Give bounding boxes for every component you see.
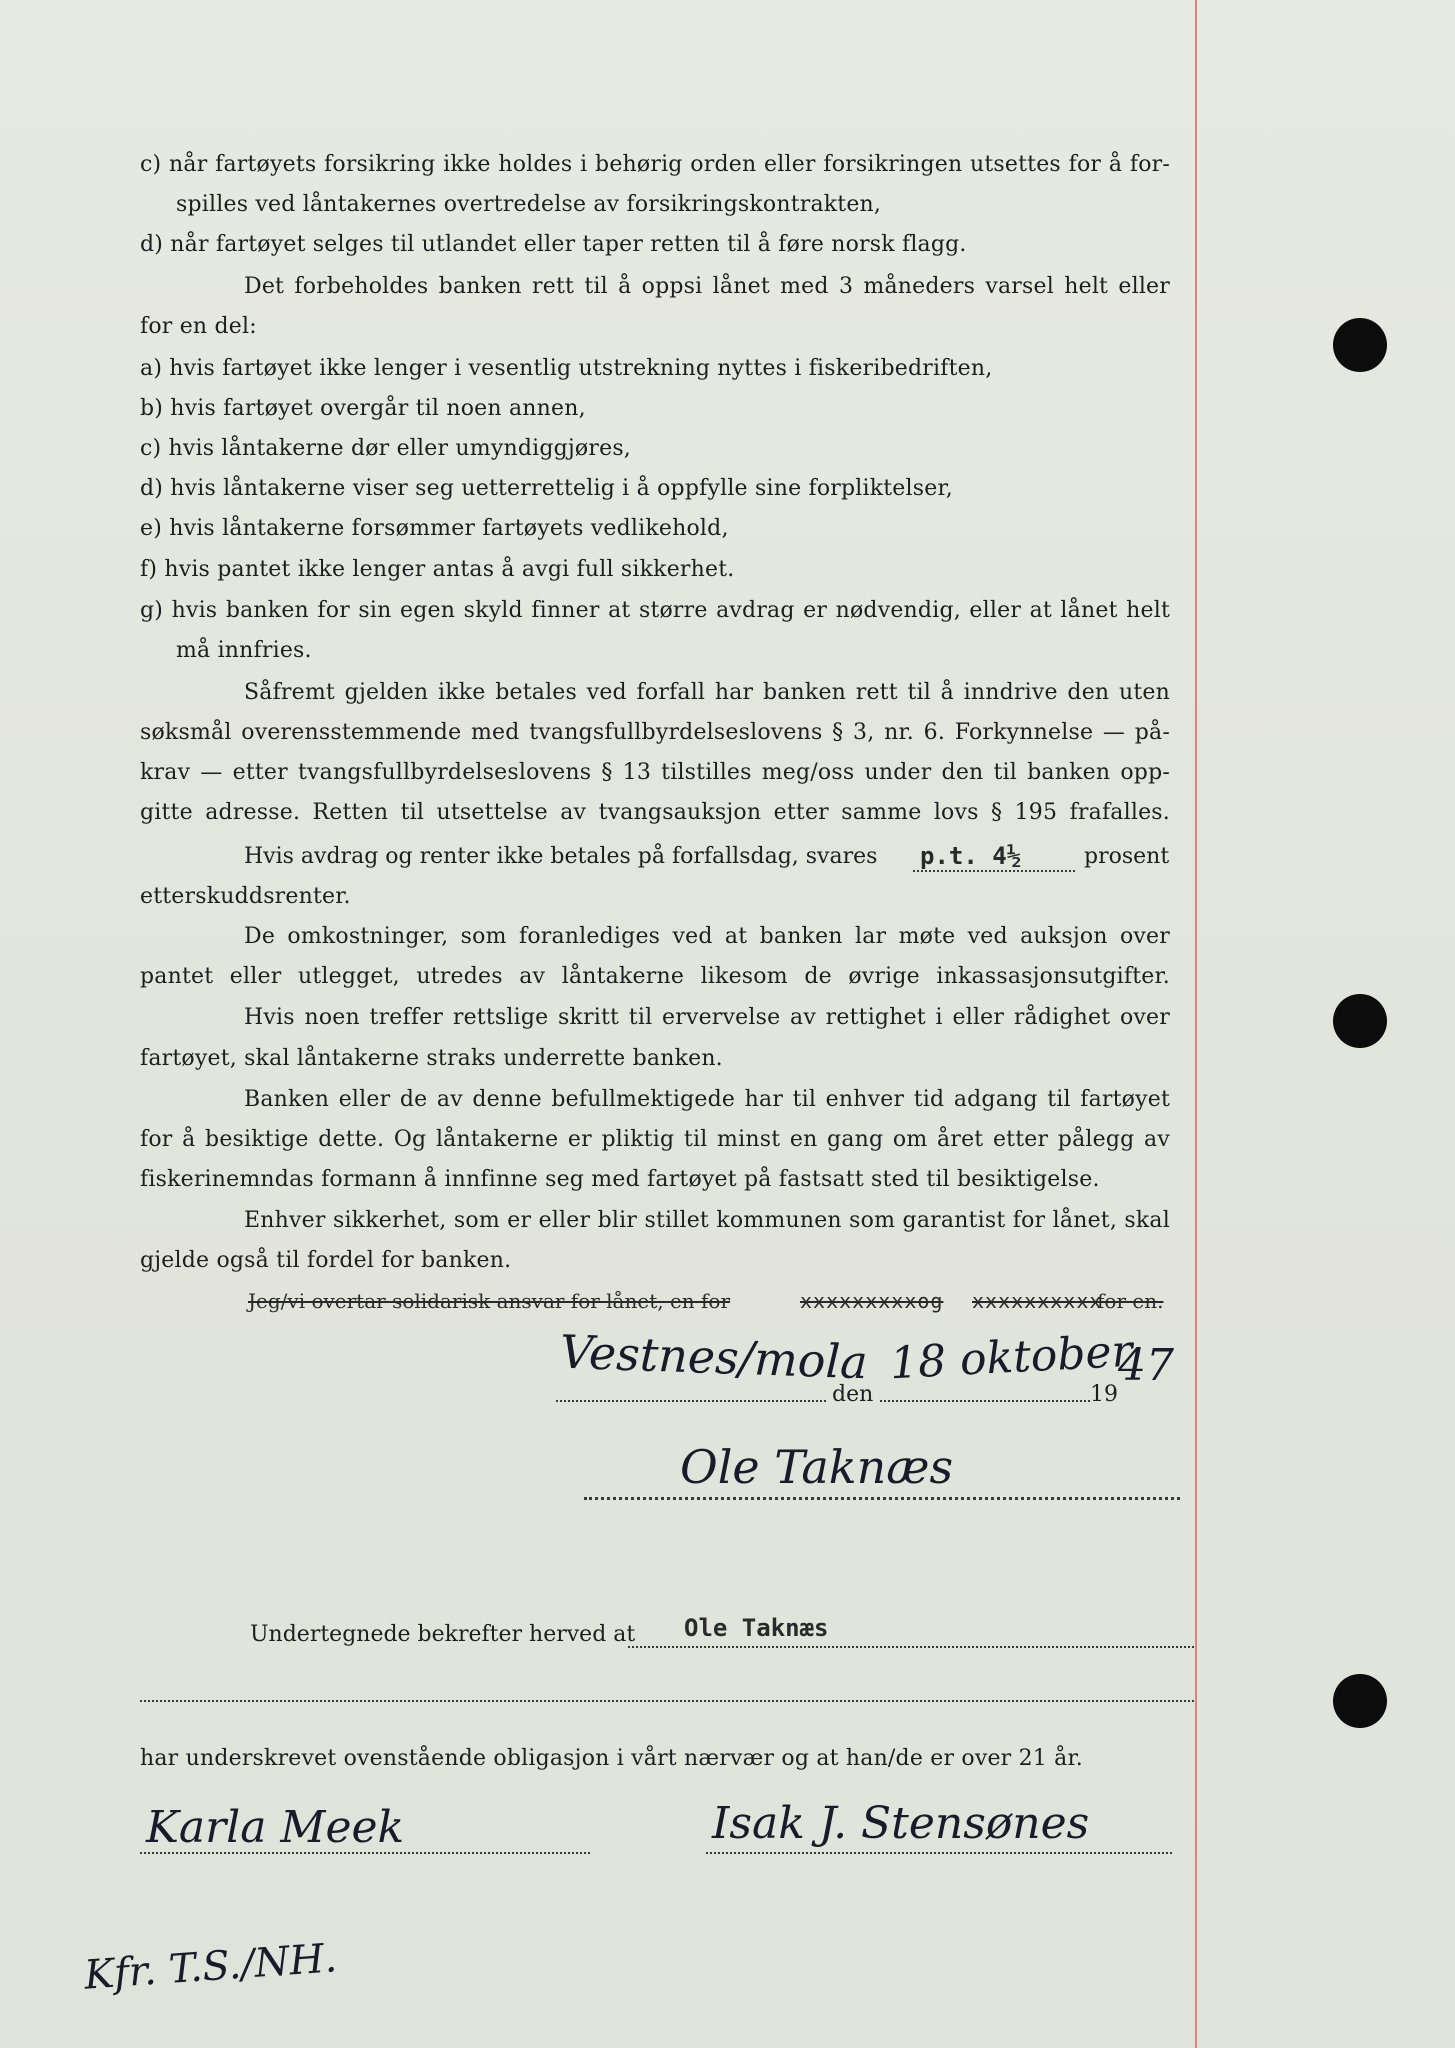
list-item: g) hvis banken for sin egen skyld finner at større avdrag er nødvendig, eller at lånet helt — [140, 598, 1170, 623]
handwritten-date: 18 oktober — [888, 1325, 1134, 1390]
margin-note: Kfr. T.S./NH. — [82, 1935, 339, 1999]
signature-line — [584, 1497, 1180, 1500]
witness-signature-2: Isak J. Stensønes — [712, 1798, 1090, 1849]
text-line: De omkostninger, som foranlediges ved at banken lar møte ved auksjon over — [244, 924, 1170, 949]
text-line: Enhver sikkerhet, som er eller blir stillet kommunen som garantist for lånet, skal — [244, 1208, 1170, 1233]
text-line: Hvis noen treffer rettslige skritt til ervervelse av rettighet i eller rådighet over — [244, 1005, 1170, 1030]
borrower-signature: Ole Taknæs — [680, 1440, 954, 1494]
text-line: spilles ved låntakernes overtredelse av forsikringskontrakten, — [176, 192, 882, 217]
certify-fill-dots — [628, 1646, 1194, 1648]
list-item: d) hvis låntakerne viser seg uetterrettelig i å oppfylle sine forpliktelser, — [140, 476, 953, 501]
certify-name-typed: Ole Taknæs — [684, 1614, 829, 1642]
punch-hole-top — [1333, 318, 1387, 372]
certify-fill-dots-2 — [140, 1700, 1194, 1702]
struck-clause-end: for en. — [1097, 1289, 1164, 1313]
text-line: må innfries. — [176, 638, 312, 663]
list-item: f) hvis pantet ikke lenger antas å avgi full sikkerhet. — [140, 557, 735, 582]
text-line: for å besiktige dette. Og låntakerne er pliktig til minst en gang om året etter pålegg av — [140, 1127, 1170, 1152]
year-prefix: 19 — [1090, 1382, 1118, 1407]
text-line: fartøyet, skal låntakerne straks underrette banken. — [140, 1046, 723, 1071]
text-line: Hvis avdrag og renter ikke betales på forfallsdag, svares — [244, 844, 878, 869]
date-fill-dots — [880, 1400, 1090, 1402]
interest-fill-dots — [913, 870, 1075, 872]
text-line: krav — etter tvangsfullbyrdelseslovens § 13 tilstilles meg/oss under den til banken opp- — [140, 760, 1170, 785]
text-line: Såfremt gjelden ikke betales ved forfall har banken rett til å inndrive den uten — [244, 680, 1170, 705]
text-line: fiskerinemndas formann å innfinne seg med fartøyet på fastsatt sted til besiktigelse. — [140, 1167, 1100, 1192]
witness-signature-1: Karla Meek — [146, 1802, 405, 1853]
punch-hole-middle — [1333, 994, 1387, 1048]
date-label: den — [832, 1382, 874, 1407]
text-line: c) når fartøyets forsikring ikke holdes i behørig orden eller forsikringen utsettes for å for- — [140, 152, 1170, 177]
witness-line-1 — [140, 1852, 590, 1854]
text-line: gitte adresse. Retten til utsettelse av tvangsauksjon etter samme lovs § 195 frafalles. — [140, 800, 1170, 825]
list-item: a) hvis fartøyet ikke lenger i vesentlig utstrekning nyttes i fiskeribedriften, — [140, 356, 993, 381]
text-line: for en del: — [140, 314, 257, 339]
place-fill-dots — [556, 1400, 826, 1402]
interest-rate-typed: p.t. 4½ — [920, 842, 1022, 870]
text-line: d) når fartøyet selges til utlandet eller taper retten til å føre norsk flagg. — [140, 232, 967, 257]
struck-placeholder: xxxxxxxxxog — [800, 1289, 944, 1313]
punch-hole-bottom — [1333, 1674, 1387, 1728]
list-item: c) hvis låntakerne dør eller umyndiggjøres, — [140, 436, 631, 461]
text-line: gjelde også til fordel for banken. — [140, 1248, 512, 1273]
handwritten-place: Vestnes/mola — [559, 1324, 869, 1390]
certify-closing: har underskrevet ovenstående obligasjon i vårt nærvær og at han/de er over 21 år. — [140, 1746, 1083, 1771]
text-line: Det forbeholdes banken rett til å oppsi lånet med 3 måneders varsel helt eller — [244, 274, 1170, 299]
handwritten-year: 47 — [1118, 1340, 1174, 1391]
certify-label: Undertegnede bekrefter herved at — [250, 1622, 636, 1647]
text-line: etterskuddsrenter. — [140, 884, 351, 909]
witness-line-2 — [706, 1852, 1172, 1854]
text-line: Banken eller de av denne befullmektigede har til enhver tid adgang til fartøyet — [244, 1087, 1170, 1112]
text-line: pantet eller utlegget, utredes av låntakerne likesom de øvrige inkassasjonsutgifter. — [140, 964, 1170, 989]
list-item: b) hvis fartøyet overgår til noen annen, — [140, 396, 586, 421]
margin-rule — [1195, 0, 1197, 2048]
text-line: søksmål overensstemmende med tvangsfullbyrdelseslovens § 3, nr. 6. Forkynnelse — på- — [140, 720, 1170, 745]
list-item: e) hvis låntakerne forsømmer fartøyets vedlikehold, — [140, 516, 729, 541]
struck-solidarity-clause: Jeg/vi overtar solidarisk ansvar for lånet, en for — [248, 1289, 731, 1313]
struck-placeholder: xxxxxxxxxx — [972, 1289, 1103, 1313]
text-line: prosent — [1084, 844, 1170, 869]
